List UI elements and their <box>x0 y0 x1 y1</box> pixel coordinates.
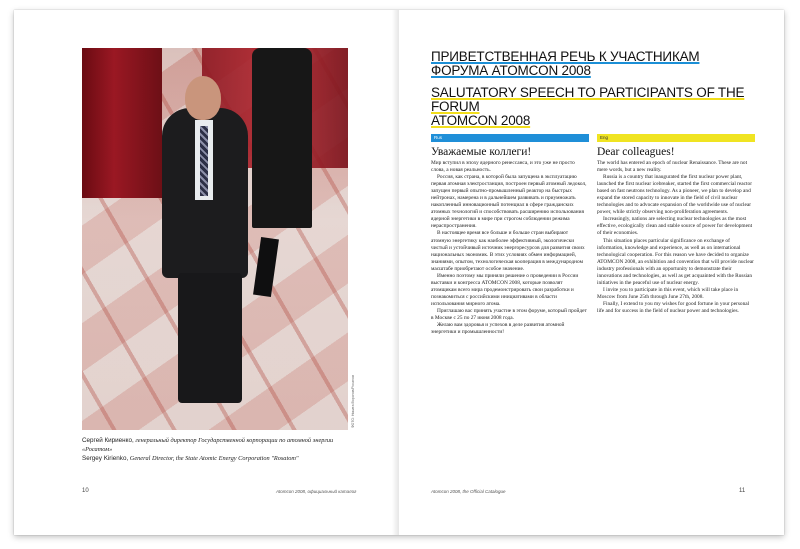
paragraph-ru: В настоящее время все больше и больше стран выбирают атомную энергетику как наиболее эффективный, экологически чистый и устойчивый источник энергоресурсов для развития своих национальных экономик. В этих условиях обмен информацией, знаниями, опытом, технологическая кооперация в международном масштабе приобретают особое значение. <box>431 230 585 272</box>
caption-ru-role: генеральный директор Государственной корпорации по атомной энергии «Росатом» <box>82 437 334 453</box>
title-en <box>431 86 751 128</box>
page-number-left: 10 <box>82 488 89 494</box>
greeting-ru: Уважаемые коллеги! <box>431 146 532 158</box>
title-ru <box>431 50 751 78</box>
caption-en-name: Sergey Kirienko, <box>82 455 129 462</box>
title-ru-line1: ПРИВЕТСТВЕННАЯ РЕЧЬ К УЧАСТНИКАМ <box>431 49 700 64</box>
left-page <box>14 10 399 535</box>
photo-caption <box>82 436 352 463</box>
paragraph-ru: Приглашаю вас принять участие в этом форуме, который пройдет в Москве с 25 по 27 июня 2008 года. <box>431 307 587 322</box>
title-ru-line2: ФОРУМА ATOMCON 2008 <box>431 63 591 78</box>
photo-background-person <box>252 48 312 228</box>
portrait-photo <box>82 48 348 430</box>
caption-ru-name: Сергей Кириенко, <box>82 437 134 444</box>
paragraph-ru: Именно поэтому мы приняли решение о проведении в России выставки и конгресса ATOMCON 2008, которые позволят атомщикам всего мира продемонстрировать свои разработки и познакомиться с российскими инициативами в области использования мирного атома. <box>431 272 579 307</box>
language-bar-eng: Eng <box>597 134 755 142</box>
magazine-spread <box>14 10 784 535</box>
photo-man-trousers <box>178 273 242 403</box>
column-russian <box>431 146 589 336</box>
title-en-line2: ATOMCON 2008 <box>431 113 531 128</box>
paragraph-ru: Желаю вам здоровья и успехов в деле развития атомной энергетики и промышленности! <box>431 322 565 336</box>
caption-en <box>82 454 352 463</box>
caption-en-role: General Director, the State Atomic Energy Corporation "Rosatom" <box>129 455 299 462</box>
photo-man-tie <box>200 126 208 196</box>
paragraph-ru: Россия, как страна, в которой была запущена в эксплуатацию первая атомная электростанция, построен первый атомный ледокол, запущен первый опытно-промышленный реактор на быстрых нейтронах, намерена и в дальнейшем развивать и приумножать накопленный инновационный потенциал в сфере гражданских атомных технологий и способствовать расширению использования ядерной энергетики в мире при строгом соблюдении режима нераспространения. <box>431 174 587 230</box>
column-english <box>597 146 755 315</box>
language-bar-rus: Rus <box>431 134 589 142</box>
greeting-en: Dear colleagues! <box>597 146 675 158</box>
paragraph-en: This situation places particular significance on exchange of information, knowledge and experience, as well as on international technological cooperation. For this reason we have decided to organize ATOMCON 2008, an exhibition and convention that will provide nuclear industry professionals with an opportunity to demonstrate their innovations and technologies, as well as get acquainted with the Russian initiatives in the peaceful use of nuclear energy. <box>597 237 754 286</box>
title-en-line1: SALUTATORY SPEECH TO PARTICIPANTS OF THE FORUM <box>431 85 745 114</box>
photo-credit: ФОТО: Никита Воронов/Росатом <box>351 374 355 428</box>
paragraph-en: Finally, I extend to you my wishes for good fortune in your personal life and for success in the field of nuclear power and technologies. <box>597 300 750 314</box>
page-number-right: 11 <box>739 488 746 494</box>
paragraph-en: Increasingly, nations are selecting nuclear technologies as the most effective, ecologically clean and stable source of power for development of their economies. <box>597 216 753 237</box>
photo-folder <box>253 237 279 297</box>
photo-man-head <box>185 76 221 120</box>
running-head-left: Atomcon 2008, официальный каталог <box>276 489 357 494</box>
photo-curtain <box>82 48 162 198</box>
right-page <box>399 10 784 535</box>
paragraph-en: The world has entered an epoch of nuclear Renaissance. These are not mere words, but a new reality. <box>597 160 748 174</box>
caption-ru <box>82 436 352 454</box>
paragraph-en: Russia is a country that inaugurated the first nuclear power plant, launched the first nuclear icebreaker, started the first commercial reactor based on fast neutrons technology. As a pioneer, we plan to develop and expand the stored capacity to innovate in the field of civil nuclear technologies and to advocate expansion of the worldwide use of nuclear power, while strictly observing non-proliferation agreements. <box>597 174 752 216</box>
paragraph-en: I invite you to participate in this event, which will take place in Moscow from June 25th through June 27th, 2008. <box>597 286 739 300</box>
paragraph-ru: Мир вступил в эпоху ядерного ренессанса, и это уже не просто слова, а новая реальность. <box>431 160 575 174</box>
running-head-right: Atomcon 2008, the Official Catalogue <box>431 489 506 494</box>
